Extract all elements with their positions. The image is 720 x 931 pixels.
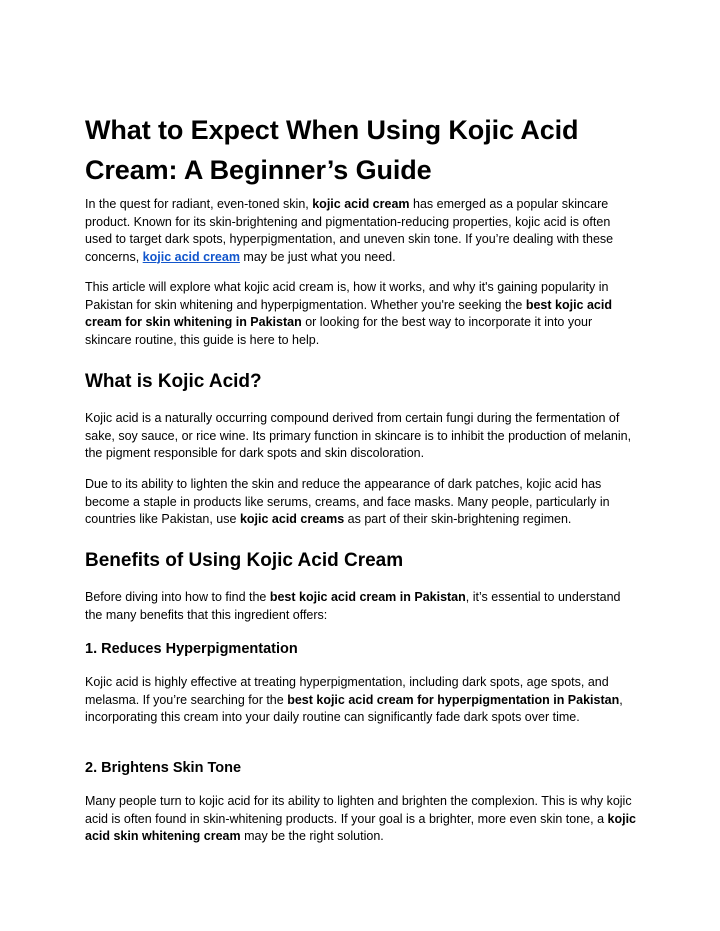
sub1-text-2: , incorporating this cream into your daily routine can significantly fade dark spots over time. (85, 692, 623, 724)
subheading-brightens-skin-tone: 2. Brightens Skin Tone (85, 760, 242, 776)
sub1-text-1: Kojic acid is highly effective at treating hyperpigmentation, including dark spots, age spots, and melasma. If you’re searching for the (85, 675, 609, 707)
section-heading-benefits: Benefits of Using Kojic Acid Cream (85, 550, 404, 571)
section2-p1-text-2: , it’s essential to understand the many benefits that this ingredient offers: (85, 590, 621, 622)
section2-paragraph-1 (85, 589, 637, 624)
intro-text-3: may be just what you need. (239, 249, 396, 264)
intro-text-1: In the quest for radiant, even-toned skin, (85, 197, 313, 211)
sub2-paragraph (85, 793, 637, 846)
sub2-text-2: may be the right solution. (240, 829, 384, 843)
intro-bold-1: kojic acid cream (312, 197, 410, 211)
intro-paragraph (85, 196, 637, 266)
intro-text-2: has emerged as a popular skincare product. Known for its skin-brightening and pigmentation-reducing properties, kojic acid is often used to target dark spots, hyperpigmentation, and uneven skin tone. If you’re dealing with these concerns, (85, 197, 614, 264)
section1-p2-text-1: Due to its ability to lighten the skin and reduce the appearance of dark patches, kojic acid has become a staple in products like serums, creams, and face masks. Many people, particularly in countries like Pakistan, use (85, 477, 610, 526)
section2-p1-text-1: Before diving into how to find the (85, 590, 270, 604)
intro2-text-2: or looking for the best way to incorporate it into your skincare routine, this guide is here to help. (85, 315, 593, 347)
kojic-acid-cream-link[interactable]: kojic acid cream (142, 249, 240, 264)
sub1-bold-1: best kojic acid cream for hyperpigmentation in Pakistan (287, 692, 620, 707)
section1-p2-text-2: as part of their skin-brightening regimen. (344, 512, 572, 526)
section1-paragraph-1: Kojic acid is a naturally occurring compound derived from certain fungi during the fermentation of sake, soy sauce, or rice wine. Its primary function in skincare is to inhibit the production of melanin, the pigment responsible for dark spots and skin discoloration. (85, 411, 632, 460)
section1-p2-bold-1: kojic acid creams (239, 512, 345, 526)
section-heading-what-is-kojic-acid: What is Kojic Acid? (85, 371, 262, 392)
sub1-paragraph (85, 674, 637, 727)
intro2-text-1: This article will explore what kojic acid cream is, how it works, and why it's gaining popularity in Pakistan for skin whitening and hyperpigmentation. Whether you're seeking the (85, 280, 609, 312)
section1-paragraph-2 (85, 476, 637, 529)
sub2-bold-1: kojic acid skin whitening cream (85, 811, 637, 843)
intro2-bold-1: best kojic acid cream for skin whitening in Pakistan (85, 297, 612, 329)
section2-p1-bold-1: best kojic acid cream in Pakistan (269, 590, 466, 604)
sub2-text-1: Many people turn to kojic acid for its ability to lighten and brighten the complexion. This is why kojic acid is often found in skin-whitening products. If your goal is a brighter, more even skin tone, a (85, 794, 632, 826)
subheading-reduces-hyperpigmentation: 1. Reduces Hyperpigmentation (85, 641, 298, 657)
intro-paragraph-2 (85, 279, 637, 349)
page-title: What to Expect When Using Kojic Acid Cream: A Beginner’s Guide (85, 115, 579, 185)
